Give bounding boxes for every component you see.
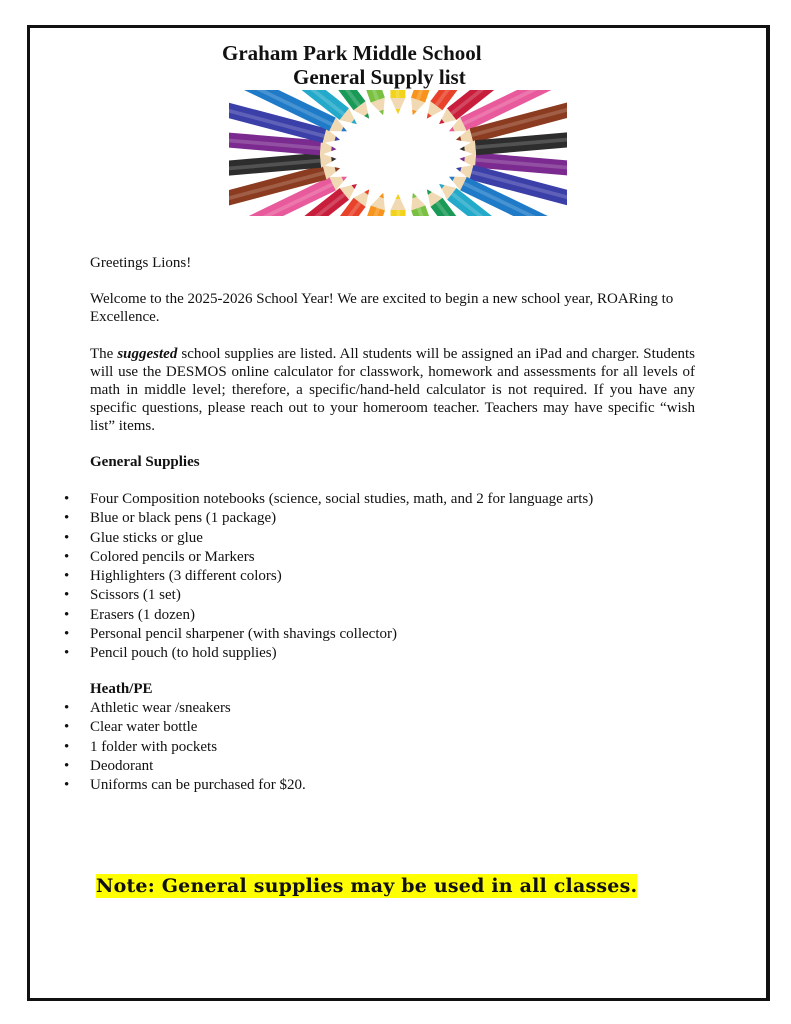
supplies-intro-before: The <box>90 346 118 362</box>
note-highlight: Note: General supplies may be used in all classes. <box>96 875 638 897</box>
supplies-intro-text <box>90 345 695 435</box>
school-name: Graham Park Middle School <box>222 41 482 65</box>
supplies-intro-after: school supplies are listed. All students will be assigned an iPad and charger. Students will use the DESMOS online calculator for classwork, homework and assessments for all levels of math in middle level; therefore, a specific/hand-held calculator is not required. If you have any specific questions, please reach out to your homeroom teacher. Teachers may have specific “wish list” items. <box>90 346 695 434</box>
general-supplies-list <box>0 490 593 664</box>
welcome-text: Welcome to the 2025-2026 School Year! We are excited to begin a new school year, ROARing to Excellence. <box>90 291 674 325</box>
list-item: • Uniforms can be purchased for $20. <box>0 776 306 795</box>
heath-pe-list <box>0 699 306 795</box>
list-item: • Four Composition notebooks (science, social studies, math, and 2 for language arts) <box>0 490 593 509</box>
list-item: • Athletic wear /sneakers <box>0 699 306 718</box>
list-item: • Scissors (1 set) <box>0 586 593 605</box>
heath-pe-heading: Heath/PE <box>90 681 153 697</box>
list-item: • Glue sticks or glue <box>0 529 593 548</box>
list-item: • Deodorant <box>0 757 306 776</box>
list-item: • Highlighters (3 different colors) <box>0 567 593 586</box>
list-item: • Blue or black pens (1 package) <box>0 509 593 528</box>
list-item: • Clear water bottle <box>0 718 306 737</box>
general-supplies-heading: General Supplies <box>90 454 200 470</box>
list-item: • Colored pencils or Markers <box>0 548 593 567</box>
colored-pencils-circle-image <box>229 90 567 216</box>
list-item: • 1 folder with pockets <box>0 738 306 757</box>
pencil <box>391 194 406 216</box>
pencil <box>390 90 405 114</box>
greeting-text: Greetings Lions! <box>90 255 192 271</box>
list-item: • Personal pencil sharpener (with shavings collector) <box>0 625 593 644</box>
list-item: • Pencil pouch (to hold supplies) <box>0 644 593 663</box>
page-title: General Supply list <box>293 65 466 89</box>
suggested-emphasis: suggested <box>117 346 178 362</box>
list-item: • Erasers (1 dozen) <box>0 606 593 625</box>
